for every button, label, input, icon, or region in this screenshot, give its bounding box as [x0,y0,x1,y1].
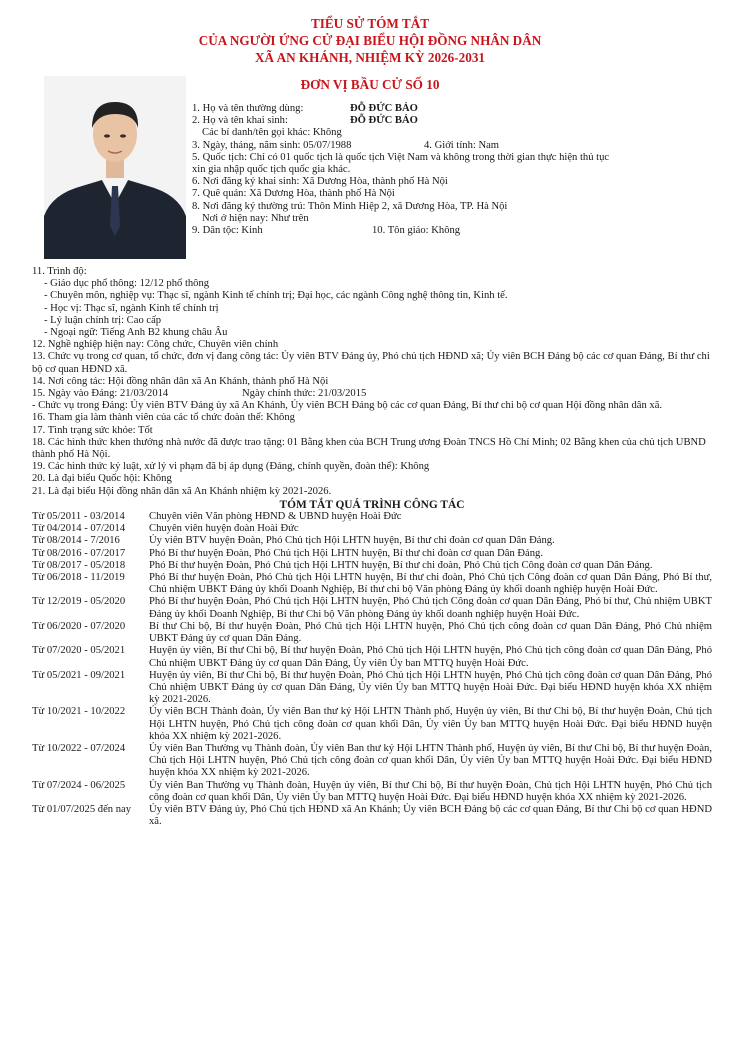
work-period: Từ 04/2014 - 07/2014 [32,523,126,535]
work-description: Phó Bí thư huyện Đoàn, Phó Chủ tịch Hội LHTN huyện, Bí thư chi đoàn cơ quan Dân Đảng. [149,547,544,559]
party-official-date: Ngày chính thức: 21/03/2015 [242,388,367,400]
party-position: - Chức vụ trong Đảng: Ủy viên BTV Đảng ủy xã An Khánh, Ủy viên BCH Đảng bộ các cơ quan Đảng, Bí thư chi bộ cơ quan Hội đồng nhân dân xã. [32,400,663,412]
work-history-row [32,548,712,560]
aliases: Các bí danh/tên gọi khác: Không [202,127,342,139]
common-name-row [192,103,712,115]
work-history-row [32,706,712,743]
education-politics: - Lý luận chính trị: Cao cấp [44,314,162,326]
work-history-row [32,743,712,780]
nationality-continued: xin gia nhập quốc tịch quốc gia khác. [192,164,351,176]
work-history-row [32,621,712,645]
work-history-row [32,523,712,535]
work-history-row [32,560,712,572]
work-description: Ủy viên BCH Thành đoàn, Ủy viên Ban thư ký Hội LHTN Thành phố, Huyện ủy viên, Bí thư Chi bộ, Bí thư huyện Đoàn, Chủ tịch Hội LHTN huyện, Phó Chủ tịch công đoàn cơ quan khối Dân, Ủy viên Ủy ban MTTQ huyện Hoài Đức. Đại biểu HĐND huyện khóa XX nhiệm kỳ 2021-2026. [149,706,712,742]
work-period: Từ 05/2021 - 09/2021 [32,669,126,681]
position: 13. Chức vụ trong cơ quan, tổ chức, đơn vị đang công tác: Ủy viên BTV Đảng ủy, Phó chủ tịch HĐND xã; Ủy viên BCH Đảng bộ các cơ quan Đảng, Bí thư chi bộ cơ quan HĐND xã. [32,351,710,375]
party-dates [32,388,712,400]
common-name: ĐỖ ĐỨC BẢO [350,103,418,114]
work-period: Từ 10/2022 - 07/2024 [32,742,126,754]
hometown: 7. Quê quán: Xã Dương Hòa, thành phố Hà Nội [192,188,395,200]
term-title: XÃ AN KHÁNH, NHIỆM KỲ 2026-2031 [254,50,486,65]
national-assembly-delegate: 20. Là đại biểu Quốc hội: Không [32,473,172,485]
education-general: - Giáo dục phổ thông: 12/12 phổ thông [44,278,210,290]
portrait-image [44,76,186,259]
work-description: Bí thư Chi bộ, Bí thư huyện Đoàn, Phó Chủ tịch Hội LHTN huyện, Phó Chủ tịch công đoàn cơ quan Dân Đảng, Phó Chủ nhiệm UBKT Đảng ủy cơ quan Dân Đảng. [149,620,712,645]
details-section [32,266,712,828]
work-history-row [32,511,712,523]
work-history-row [32,780,712,804]
permanent-residence: 8. Nơi đăng ký thường trú: Thôn Minh Hiệp 2, xã Dương Hòa, TP. Hà Nội [192,200,508,212]
work-history-list [32,511,712,828]
work-period: Từ 01/07/2025 đến nay [32,803,132,815]
work-description: Chuyên viên huyện đoàn Hoài Đức [149,523,299,535]
current-residence: Nơi ở hiện nay: Như trên [202,212,309,224]
work-description: Ủy viên Ban Thường vụ Thành đoàn, Huyện ủy viên, Bí thư Chi bộ, Bí thư huyện Đoàn, Chủ tịch Hội LHTN huyện, Phó Chủ tịch công đoàn cơ quan khối Dân, Ủy viên Ủy ban MTTQ huyện Hoài Đức. Đại biểu HĐND huyện khóa XX nhiệm kỳ 2021-2026. [149,779,712,803]
document-subtitle: CỦA NGƯỜI ỨNG CỬ ĐẠI BIỂU HỘI ĐỒNG NHÂN DÂN [198,33,542,48]
date-of-birth: 3. Ngày, tháng, năm sinh: 05/07/1988 [192,139,352,151]
document-title: TIỂU SỬ TÓM TẮT [310,16,430,31]
work-description: Phó Bí thư huyện Đoàn, Phó Chủ tịch Hội LHTN huyện, Bí thư chi đoàn, Phó Chủ tịch Công đoàn cơ quan Dân Đảng, Phó Bí thư, Chủ nhiệm UBKT Đảng ủy khối Doanh Nghiệp, Bí thư chi bộ Văn phòng Đảng ủy khối doanh nghiệp huyện Hoài Đức. [149,572,712,596]
work-history-title: TÓM TẮT QUÁ TRÌNH CÔNG TÁC [279,498,465,511]
memberships: 16. Tham gia làm thành viên của các tổ chức đoàn thể: Không [32,412,295,424]
work-period: Từ 05/2011 - 03/2014 [32,511,125,523]
occupation: 12. Nghề nghiệp hiện nay: Công chức, Chuyên viên chính [32,339,279,351]
work-period: Từ 06/2018 - 11/2019 [32,572,125,584]
work-description: Ủy viên Ban Thường vụ Thành đoàn, Ủy viên Ban thư ký Hội LHTN Thành phố, Huyện ủy viên, Bí thư Chi bộ, Bí thư huyện Đoàn, Chủ tịch Hội LHTN huyện, Phó Chủ tịch công đoàn cơ quan khối Dân, Ủy viên Ủy ban MTTQ huyện Hoài Đức. Đại biểu HĐND huyện khóa XX nhiệm kỳ 2021-2026. [149,742,712,779]
work-description: Huyện ủy viên, Bí thư Chi bộ, Bí thư huyện Đoàn, Phó Chủ tịch Hội LHTN huyện, Phó Chủ tịch công đoàn cơ quan Dân Đảng, Phó Chủ nhiệm UBKT Đảng ủy cơ quan Dân Đảng, Ủy viên Ủy ban MTTQ huyện Hoài Đức. [149,645,712,669]
nationality: 5. Quốc tịch: Chỉ có 01 quốc tịch là quốc tịch Việt Nam và không trong thời gian thực hiện thủ tục [192,151,610,163]
ethnicity-religion-row [192,225,712,237]
work-history-row [32,670,712,707]
work-description: Phó Bí thư huyện Đoàn, Phó Chủ tịch Hội LHTN huyện, Bí thư chi đoàn, Phó Chủ tịch Công đoàn cơ quan Dân Đảng. [149,559,653,571]
ethnicity: 9. Dân tộc: Kinh [192,225,263,237]
work-period: Từ 08/2014 - 7/2016 [32,535,120,547]
work-period: Từ 06/2020 - 07/2020 [32,620,126,632]
work-description: Huyện ủy viên, Bí thư Chi bộ, Bí thư huyện Đoàn, Phó Chủ tịch Hội LHTN huyện, Phó Chủ tịch công đoàn cơ quan Dân Đảng, Phó Chủ nhiệm UBKT Đảng ủy cơ quan Dân Đảng, Ủy viên Ủy ban MTTQ huyện Hoài Đức. Đại biểu HĐND huyện khóa XX nhiệm kỳ 2021-2026. [149,669,712,706]
birthplace: 6. Nơi đăng ký khai sinh: Xã Dương Hòa, thành phố Hà Nội [192,176,448,188]
work-history-row [32,572,712,596]
work-history-row [32,645,712,669]
birth-name-row [192,115,712,127]
education-profession: - Chuyên môn, nghiệp vụ: Thạc sĩ, ngành Kinh tế chính trị; Đại học, các ngành Công nghệ thông tin, Kinh tế. [44,290,508,302]
common-name-label: 1. Họ và tên thường dùng: [192,103,304,114]
work-history-row [32,804,712,828]
work-history-row [32,596,712,620]
education-degree: - Học vị: Thạc sĩ, ngành Kinh tế chính trị [44,302,219,314]
health: 17. Tình trạng sức khỏe: Tốt [32,424,153,436]
discipline: 19. Các hình thức kỷ luật, xử lý vi phạm đã bị áp dụng (Đảng, chính quyền, đoàn thể): Không [32,461,430,473]
work-period: Từ 08/2016 - 07/2017 [32,547,126,559]
education-heading: 11. Trình độ: [32,266,87,277]
work-period: Từ 08/2017 - 05/2018 [32,559,126,571]
workplace: 14. Nơi công tác: Hội đồng nhân dân xã An Khánh, thành phố Hà Nội [32,375,329,387]
work-period: Từ 12/2019 - 05/2020 [32,596,126,608]
work-history-row [32,535,712,547]
work-period: Từ 07/2020 - 05/2021 [32,645,126,657]
party-join-date: 15. Ngày vào Đảng: 21/03/2014 [32,388,169,400]
constituency-title: ĐƠN VỊ BẦU CỬ SỐ 10 [300,77,440,92]
awards: 18. Các hình thức khen thưởng nhà nước đã được trao tặng: 01 Bằng khen của BCH Trung ương Đoàn TNCS Hồ Chí Minh; 02 Bằng khen của chủ tịch UBND thành phố Hà Nội. [32,436,706,461]
council-delegate: 21. Là đại biểu Hội đồng nhân dân xã An Khánh nhiệm kỳ 2021-2026. [32,485,332,497]
religion: 10. Tôn giáo: Không [372,225,461,237]
personal-info [192,103,712,237]
birth-name: ĐỖ ĐỨC BẢO [350,115,418,127]
birth-name-label: 2. Họ và tên khai sinh: [192,115,288,127]
work-period: Từ 10/2021 - 10/2022 [32,706,126,718]
education-language: - Ngoại ngữ: Tiếng Anh B2 khung châu Âu [44,327,228,339]
work-period: Từ 07/2024 - 06/2025 [32,779,126,791]
work-description: Chuyên viên Văn phòng HĐND & UBND huyện Hoài Đức [149,511,402,523]
gender: 4. Giới tính: Nam [424,139,500,151]
work-description: Phó Bí thư huyện Đoàn, Phó Chủ tịch Hội LHTN huyện, Phó Chủ tịch Công đoàn cơ quan Dân Đảng, Phó bí thư, Chủ nhiệm UBKT Đảng ủy khối Doanh Nghiệp, Bí thư Chi bộ Văn phòng Đảng ủy khối doanh nghiệp huyện Hoài Đức. [149,596,712,620]
dob-gender-row [192,140,712,152]
candidate-photo [44,76,186,259]
work-description: Ủy viên BTV Đảng ủy, Phó Chủ tịch HĐND xã An Khánh; Ủy viên BCH Đảng bộ các cơ quan Đảng, Bí thư Chi bộ cơ quan HĐND xã. [149,803,712,828]
work-description: Ủy viên BTV huyện Đoàn, Phó Chủ tịch Hội LHTN huyện, Bí thư chi đoàn cơ quan Dân Đảng. [149,535,555,547]
